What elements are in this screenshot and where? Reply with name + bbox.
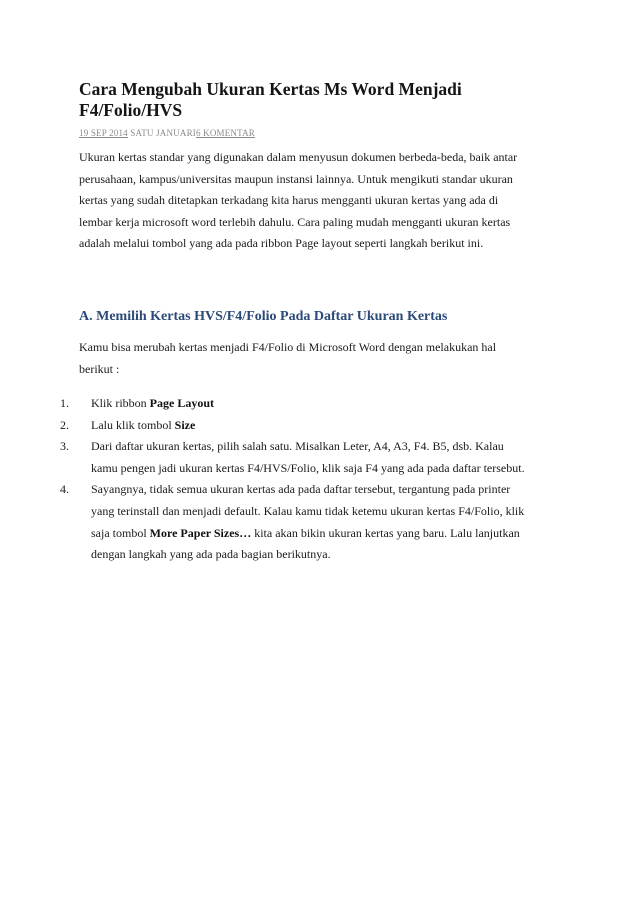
step-text-line: Sayangnya, tidak semua ukuran kertas ada pada daftar tersebut, tergantung pada printer	[91, 482, 511, 497]
title-line-1: Cara Mengubah Ukuran Kertas Ms Word Menjadi	[79, 79, 462, 99]
step-number: 2.	[60, 417, 69, 432]
step-text-plain: Klik ribbon	[91, 396, 150, 410]
step-item	[60, 393, 560, 415]
section-intro-line: berikut :	[79, 361, 120, 376]
intro-line: kertas yang sudah ditetapkan terkadang kita harus mengganti ukuran kertas yang ada di	[79, 193, 499, 208]
step-number: 1.	[60, 396, 69, 410]
step-text-plain: Lalu klik tombol	[91, 417, 175, 432]
step-text	[91, 393, 560, 415]
intro-line: adalah melalui tombol yang ada pada ribbon Page layout seperti langkah berikut ini.	[79, 236, 484, 251]
article-title	[79, 79, 559, 121]
step-number: 3.	[60, 439, 69, 454]
step-number: 4.	[60, 482, 69, 497]
step-text-line: Dari daftar ukuran kertas, pilih salah satu. Misalkan Leter, A4, A3, F4. B5, dsb. Kalau	[91, 439, 504, 454]
step-text-line: kamu pengen jadi ukuran kertas F4/HVS/Folio, klik saja F4 yang ada pada daftar tersebut.	[91, 460, 525, 475]
section-intro-paragraph	[79, 337, 559, 380]
article-meta	[79, 128, 255, 138]
step-text-line: dengan langkah yang ada pada bagian berikutnya.	[91, 547, 331, 562]
step-text-plain: saja tombol	[91, 525, 150, 540]
section-intro-line: Kamu bisa merubah kertas menjadi F4/Folio di Microsoft Word dengan melakukan hal	[79, 340, 497, 354]
step-text	[91, 415, 560, 437]
intro-line: perusahaan, kampus/universitas maupun instansi lainnya. Untuk mengikuti standar ukuran	[79, 171, 513, 186]
step-item	[60, 436, 560, 479]
step-text-bold: Size	[174, 417, 196, 432]
title-line-2: F4/Folio/HVS	[79, 100, 183, 120]
step-text-line: yang terinstall dan menjadi default. Kalau kamu tidak ketemu ukuran kertas F4/Folio, klik	[91, 503, 525, 518]
intro-line: Ukuran kertas standar yang digunakan dalam menyusun dokumen berbeda-beda, baik antar	[79, 150, 518, 164]
step-text-bold: Page Layout	[149, 396, 215, 410]
section-heading: A. Memilih Kertas HVS/F4/Folio Pada Daftar Ukuran Kertas	[79, 309, 448, 324]
post-date-link[interactable]: 19 SEP 2014	[79, 128, 128, 138]
step-item	[60, 415, 560, 437]
comments-link[interactable]: 6 KOMENTAR	[195, 128, 256, 138]
intro-paragraph	[79, 147, 559, 255]
step-text-plain: kita akan bikin ukuran kertas yang baru. Lalu lanjutkan	[251, 525, 520, 540]
intro-line: lembar kerja microsoft word terlebih dahulu. Cara paling mudah mengganti ukuran kertas	[79, 214, 511, 229]
step-text-line	[91, 523, 560, 545]
post-author: SATU JANUARI	[130, 128, 196, 138]
step-item	[60, 479, 560, 565]
steps-list	[60, 393, 560, 566]
step-text-bold: More Paper Sizes…	[149, 525, 252, 540]
